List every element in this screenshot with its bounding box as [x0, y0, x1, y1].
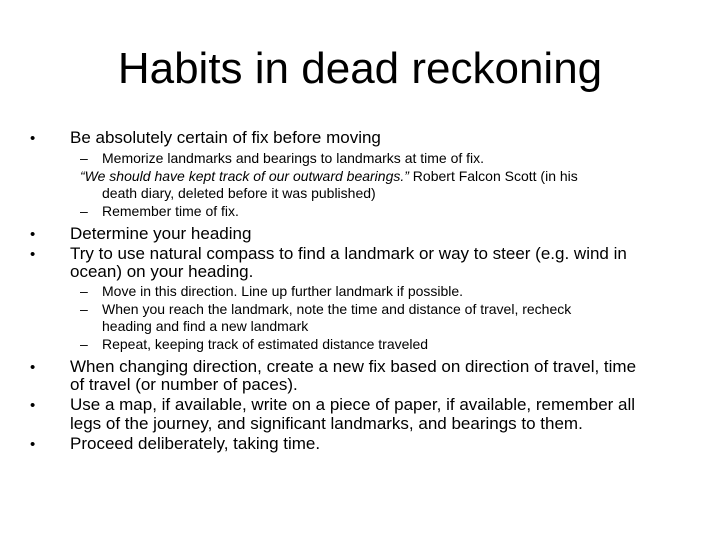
- dash-icon: –: [80, 150, 88, 166]
- bullet-icon: •: [30, 246, 36, 263]
- bullet-icon: •: [30, 359, 36, 376]
- bullet-use-map-line1: Use a map, if available, write on a piece of paper, if available, remember all: [70, 395, 636, 414]
- slide-title: Habits in dead reckoning: [117, 44, 603, 93]
- bullet-icon: •: [30, 397, 36, 414]
- dash-icon: –: [80, 336, 88, 352]
- sub-memorize-landmarks: Memorize landmarks and bearings to landmarks at time of fix.: [102, 150, 485, 166]
- scott-attribution-cont: death diary, deleted before it was published): [102, 185, 376, 201]
- bullet-natural-compass-line2: ocean) on your heading.: [70, 262, 254, 281]
- scott-quote: “We should have kept track of our outward bearings.”: [80, 168, 409, 184]
- dash-icon: –: [80, 283, 88, 299]
- scott-attribution: Robert Falcon Scott (in his: [408, 168, 578, 184]
- sub-repeat-tracking: Repeat, keeping track of estimated distance traveled: [102, 336, 429, 352]
- dash-icon: –: [80, 301, 88, 317]
- bullet-determine-heading: Determine your heading: [70, 224, 252, 243]
- bullet-use-map-line2: legs of the journey, and significant landmarks, and bearings to them.: [70, 414, 583, 433]
- bullet-changing-direction-line2: of travel (or number of paces).: [70, 375, 298, 394]
- sub-move-direction: Move in this direction. Line up further landmark if possible.: [102, 283, 464, 299]
- scott-quote-line: [80, 168, 578, 185]
- bullet-icon: •: [30, 436, 36, 453]
- bullet-proceed-deliberately: Proceed deliberately, taking time.: [70, 434, 321, 453]
- bullet-changing-direction-line1: When changing direction, create a new fix based on direction of travel, time: [70, 357, 637, 376]
- bullet-fix-certain: Be absolutely certain of fix before moving: [70, 128, 381, 147]
- dash-icon: –: [80, 203, 88, 219]
- bullet-natural-compass-line1: Try to use natural compass to find a landmark or way to steer (e.g. wind in: [70, 244, 627, 263]
- bullet-icon: •: [30, 130, 36, 147]
- sub-reach-landmark-line1: When you reach the landmark, note the time and distance of travel, recheck: [102, 301, 572, 317]
- sub-reach-landmark-line2: heading and find a new landmark: [102, 318, 309, 334]
- bullet-icon: •: [30, 226, 36, 243]
- sub-remember-time: Remember time of fix.: [102, 203, 239, 219]
